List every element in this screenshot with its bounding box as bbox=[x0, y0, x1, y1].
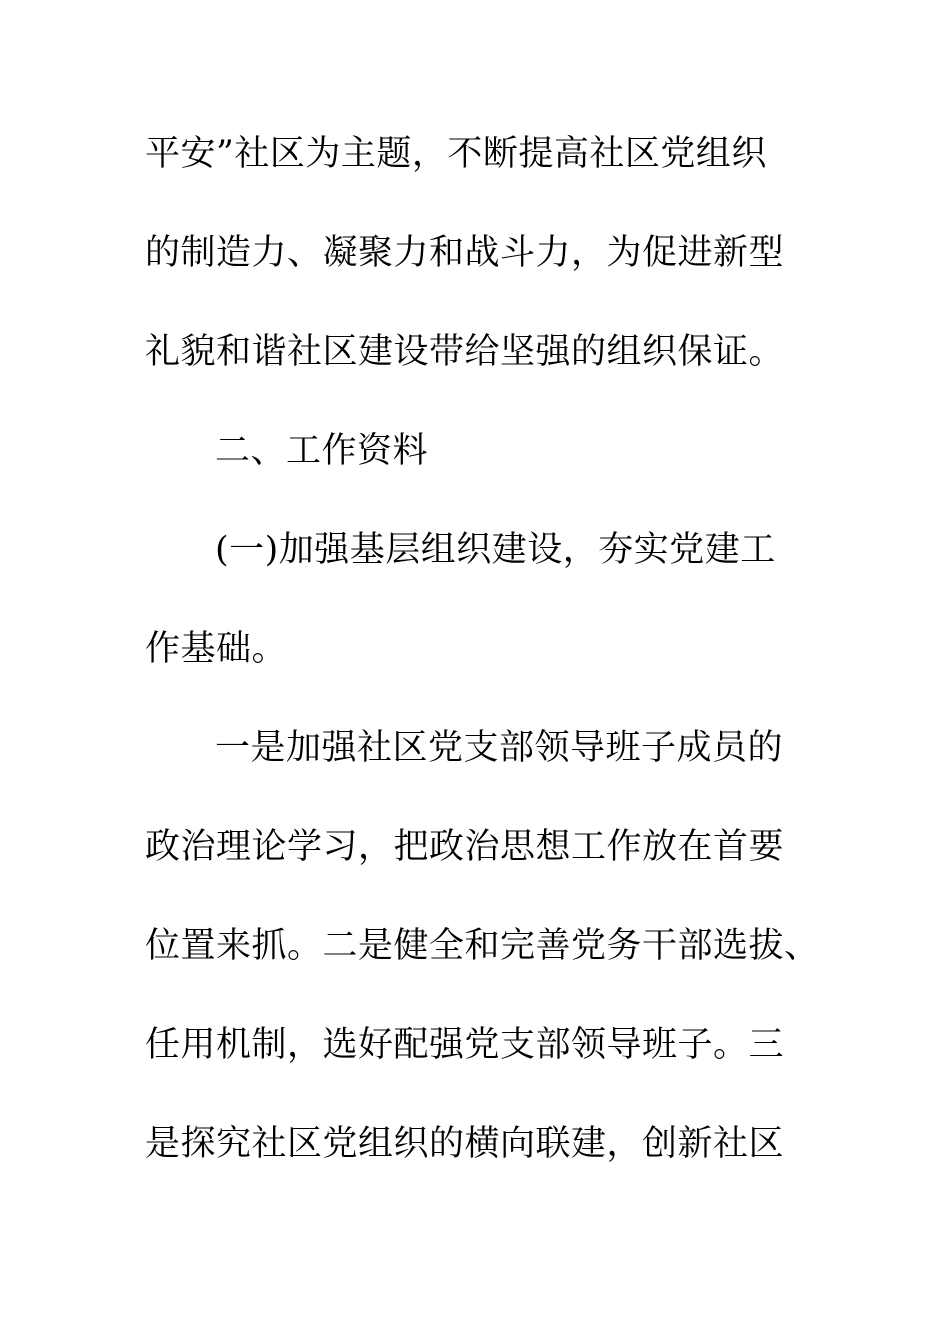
section-heading: 二、工作资料 bbox=[215, 431, 429, 471]
paragraph-first-line: 一是加强社区党支部领导班子成员的 bbox=[215, 728, 784, 768]
text-line: 政治理论学习，把政治思想工作放在首要 bbox=[145, 827, 785, 867]
text-line: 平安”社区为主题，不断提高社区党组织 bbox=[145, 134, 767, 174]
text-line: 位置来抓。二是健全和完善党务干部选拔、 bbox=[145, 926, 820, 966]
text-line: 的制造力、凝聚力和战斗力，为促进新型 bbox=[145, 233, 785, 273]
text-line: 作基础。 bbox=[145, 629, 288, 669]
subsection-heading: (一)加强基层组织建设，夯实党建工 bbox=[215, 530, 776, 570]
text-line: 是探究社区党组织的横向联建，创新社区 bbox=[145, 1124, 785, 1164]
text-line: 任用机制，选好配强党支部领导班子。三 bbox=[145, 1025, 785, 1065]
text-line: 礼貌和谐社区建设带给坚强的组织保证。 bbox=[145, 332, 785, 372]
